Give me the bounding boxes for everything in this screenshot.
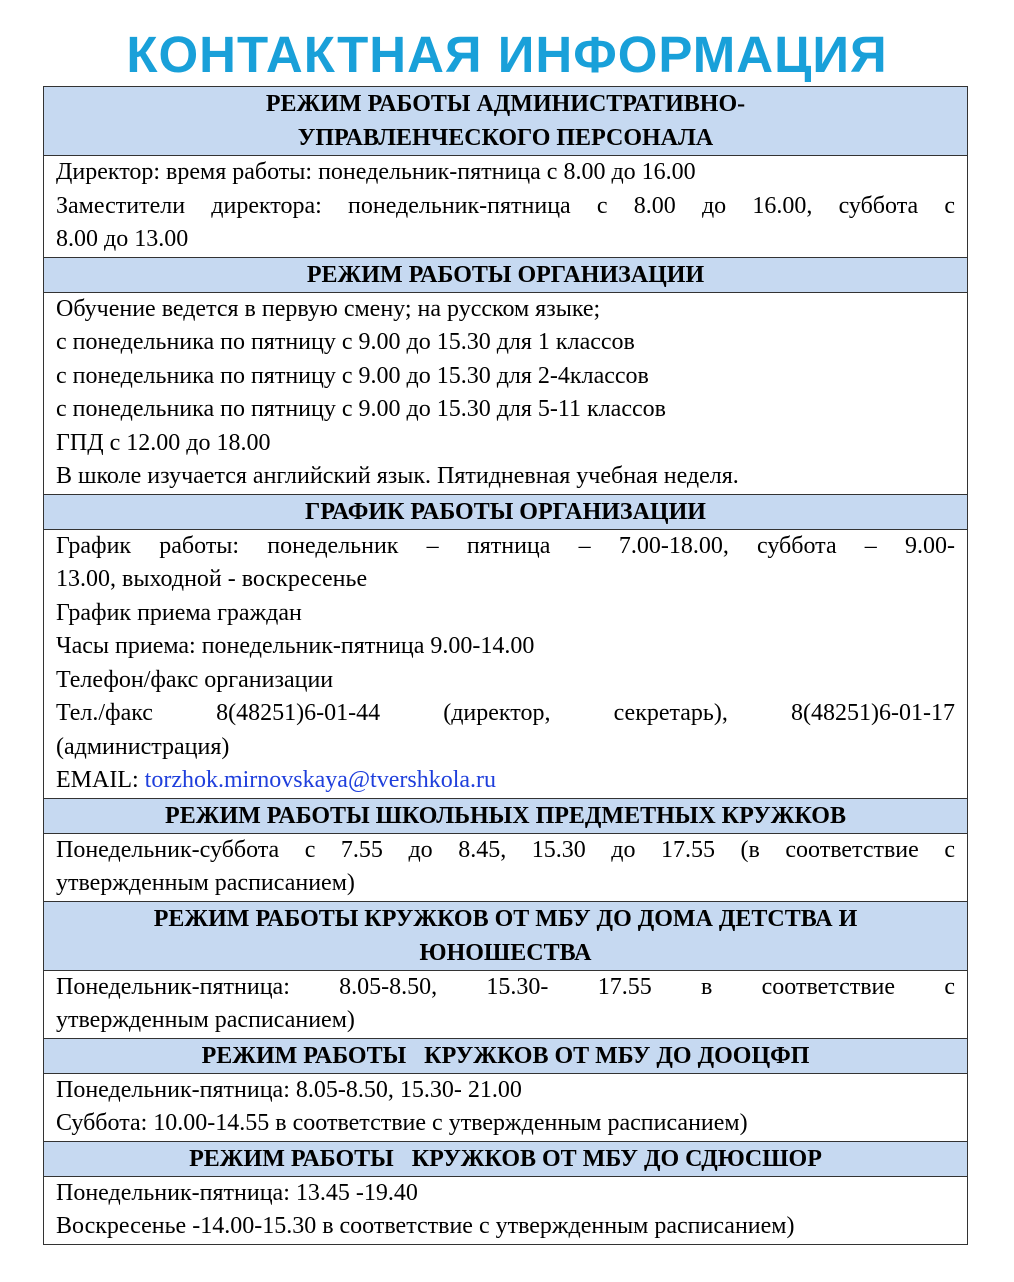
text-line: Понедельник-пятница: 13.45 -19.40	[56, 1179, 418, 1206]
header-line: ЮНОШЕСТВА	[419, 939, 592, 966]
header-line: РЕЖИМ РАБОТЫ ОРГАНИЗАЦИИ	[306, 261, 705, 288]
text-line: утвержденным расписанием)	[56, 870, 355, 896]
text-line: Обучение ведется в первую смену; на русском языке;	[56, 295, 601, 322]
header-line: УПРАВЛЕНЧЕСКОГО ПЕРСОНАЛА	[297, 125, 714, 151]
text-line: с понедельника по пятницу с 9.00 до 15.30 для 1 классов	[56, 329, 635, 355]
text-line: Понедельник-пятница: 8.05-8.50, 15.30- 17.55 в соответствие с	[56, 973, 955, 1000]
section-body-admin-staff	[44, 156, 967, 258]
header-line: РЕЖИМ РАБОТЫ АДМИНИСТРАТИВНО-	[265, 91, 746, 117]
section-header-admin-staff	[44, 87, 967, 156]
text-line: Воскресенье -14.00-15.30 в соответствие с утвержденным расписанием)	[56, 1213, 795, 1239]
text-line: Понедельник-пятница: 8.05-8.50, 15.30- 21.00	[56, 1076, 522, 1103]
section-header-organization-mode	[44, 258, 967, 293]
header-line: РЕЖИМ РАБОТЫ КРУЖКОВ ОТ МБУ ДО ДООЦФП	[201, 1042, 810, 1069]
text-line: с понедельника по пятницу с 9.00 до 15.30 для 2-4классов	[56, 362, 649, 389]
text-line: 8.00 до 13.00	[56, 226, 189, 252]
text-line: Телефон/факс организации	[56, 666, 334, 693]
email-link[interactable]: torzhok.mirnovskaya@tvershkola.ru	[144, 767, 497, 793]
section-body-youth-house-clubs	[44, 971, 967, 1039]
section-header-sdyusshor-clubs	[44, 1142, 967, 1177]
text-line: Заместители директора: понедельник-пятница с 8.00 до 16.00, суббота с	[56, 192, 955, 219]
section-body-organization-mode	[44, 293, 967, 495]
text-line: Понедельник-суббота с 7.55 до 8.45, 15.30 до 17.55 (в соответствие с	[56, 836, 955, 863]
section-body-work-schedule	[44, 530, 967, 799]
text-line: (администрация)	[56, 733, 230, 760]
header-line: ГРАФИК РАБОТЫ ОРГАНИЗАЦИИ	[305, 498, 706, 525]
text-line: утвержденным расписанием)	[56, 1007, 355, 1033]
section-header-dooctsfp-clubs	[44, 1039, 967, 1074]
section-body-school-clubs	[44, 834, 967, 902]
section-body-sdyusshor-clubs	[44, 1177, 967, 1245]
page-title: КОНТАКТНАЯ ИНФОРМАЦИЯ	[126, 26, 888, 83]
text-line: с понедельника по пятницу с 9.00 до 15.30 для 5-11 классов	[56, 396, 666, 422]
header-line: РЕЖИМ РАБОТЫ ШКОЛЬНЫХ ПРЕДМЕТНЫХ КРУЖКОВ	[165, 802, 846, 829]
email-label: EMAIL:	[56, 767, 145, 793]
text-line: ГПД с 12.00 до 18.00	[56, 429, 271, 456]
section-body-dooctsfp-clubs	[44, 1074, 967, 1142]
section-header-youth-house-clubs	[44, 902, 967, 971]
text-line: В школе изучается английский язык. Пятидневная учебная неделя.	[56, 463, 739, 489]
text-line: Директор: время работы: понедельник-пятница с 8.00 до 16.00	[56, 159, 696, 185]
text-line: График приема граждан	[56, 599, 302, 626]
header-line: РЕЖИМ РАБОТЫ КРУЖКОВ ОТ МБУ ДО СДЮСШОР	[189, 1145, 822, 1172]
text-line: Суббота: 10.00-14.55 в соответствие с утвержденным расписанием)	[56, 1110, 748, 1136]
text-line: Тел./факс 8(48251)6-01-44 (директор, секретарь), 8(48251)6-01-17	[56, 700, 955, 726]
section-header-work-schedule	[44, 495, 967, 530]
text-line: 13.00, выходной - воскресенье	[56, 566, 368, 592]
text-line: График работы: понедельник – пятница – 7.00-18.00, суббота – 9.00-	[56, 532, 955, 559]
section-header-school-clubs	[44, 799, 967, 834]
header-line: РЕЖИМ РАБОТЫ КРУЖКОВ ОТ МБУ ДО ДОМА ДЕТСТВА И	[153, 905, 858, 932]
contact-table	[43, 86, 968, 1245]
email-line	[56, 764, 955, 798]
text-line: Часы приема: понедельник-пятница 9.00-14.00	[56, 633, 535, 659]
